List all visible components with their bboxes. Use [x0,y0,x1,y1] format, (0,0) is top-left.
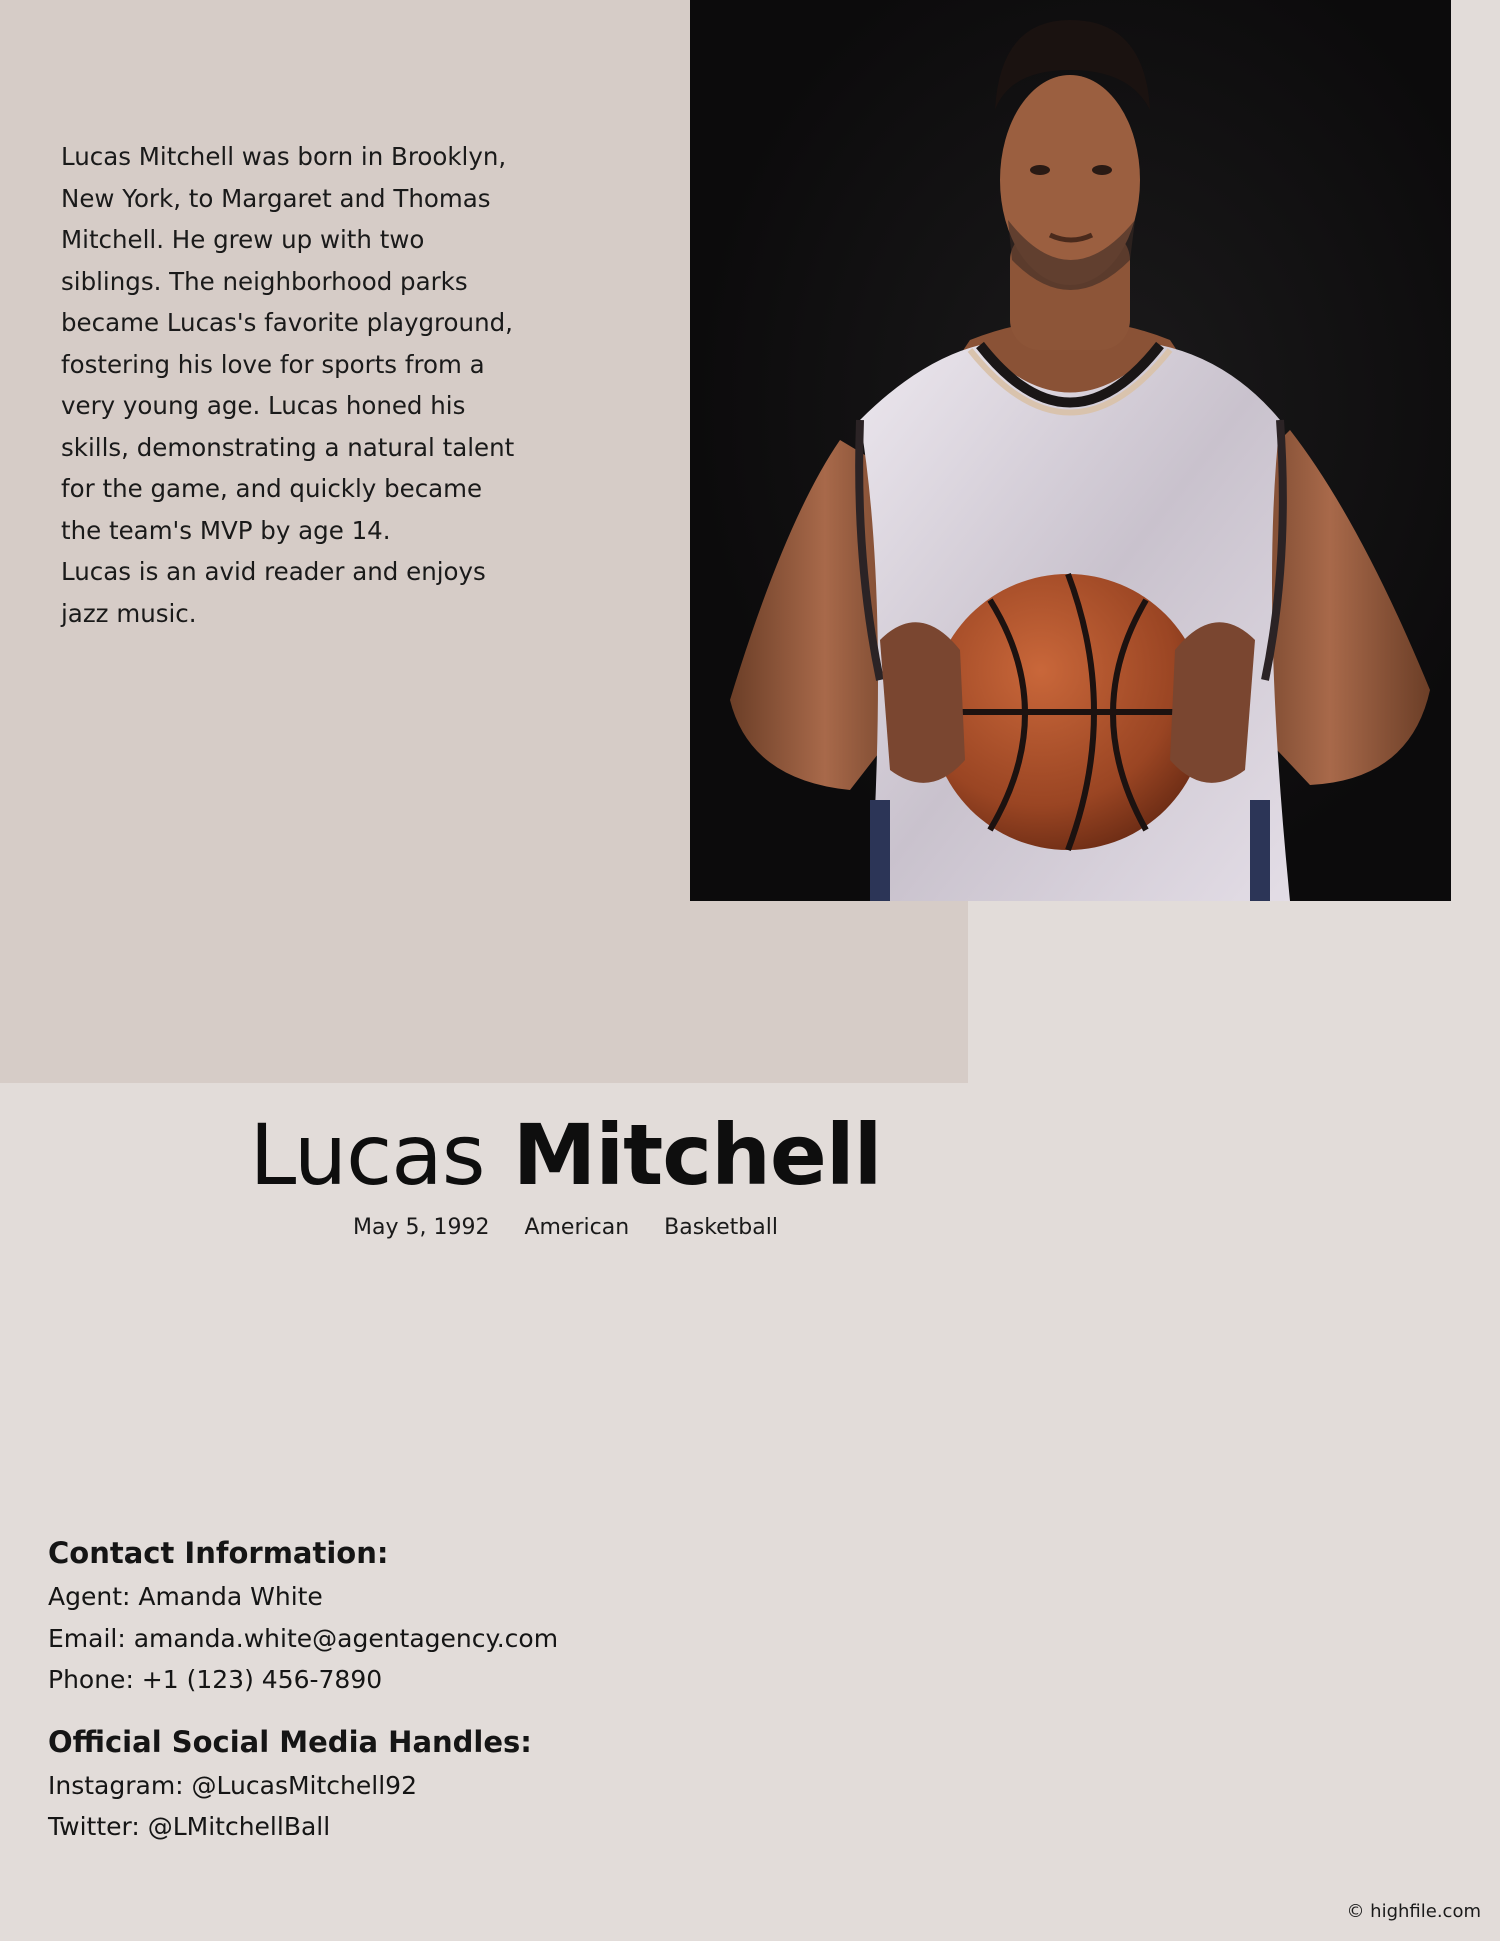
bio-paragraph-1: Lucas Mitchell was born in Brooklyn, New York, to Margaret and Thomas Mitchell. He grew up with two siblings. The neighborhood parks became Lucas's favorite playground, fostering his love for sports from a very young age. Lucas honed his skills, demonstrating a natural talent for the game, and quickly became the team's MVP by age 14. [61,142,515,545]
athlete-photo [690,0,1451,901]
instagram-line: Instagram: @LucasMitchell92 [48,1770,417,1800]
sport: Basketball [664,1215,778,1240]
first-name: Lucas [249,1106,485,1204]
contact-section [48,1530,948,1848]
agent-line: Agent: Amanda White [48,1582,323,1611]
biography [61,136,521,634]
athlete-details [0,1211,1131,1245]
phone-line: Phone: +1 (123) 456-7890 [48,1665,383,1694]
athlete-illustration [690,0,1451,901]
last-name: Mitchell [512,1106,882,1204]
nationality: American [524,1215,630,1240]
bio-paragraph-2: Lucas is an avid reader and enjoys jazz music. [61,557,486,628]
social-heading: Official Social Media Handles: [48,1724,532,1759]
contact-heading: Contact Information: [48,1536,389,1570]
email-line: Email: amanda.white@agentagency.com [48,1623,559,1653]
copyright-notice: © highfile.com [1346,1901,1481,1922]
birth-date: May 5, 1992 [353,1215,490,1240]
twitter-line: Twitter: @LMitchellBall [48,1812,331,1841]
athlete-name [0,1100,1131,1210]
